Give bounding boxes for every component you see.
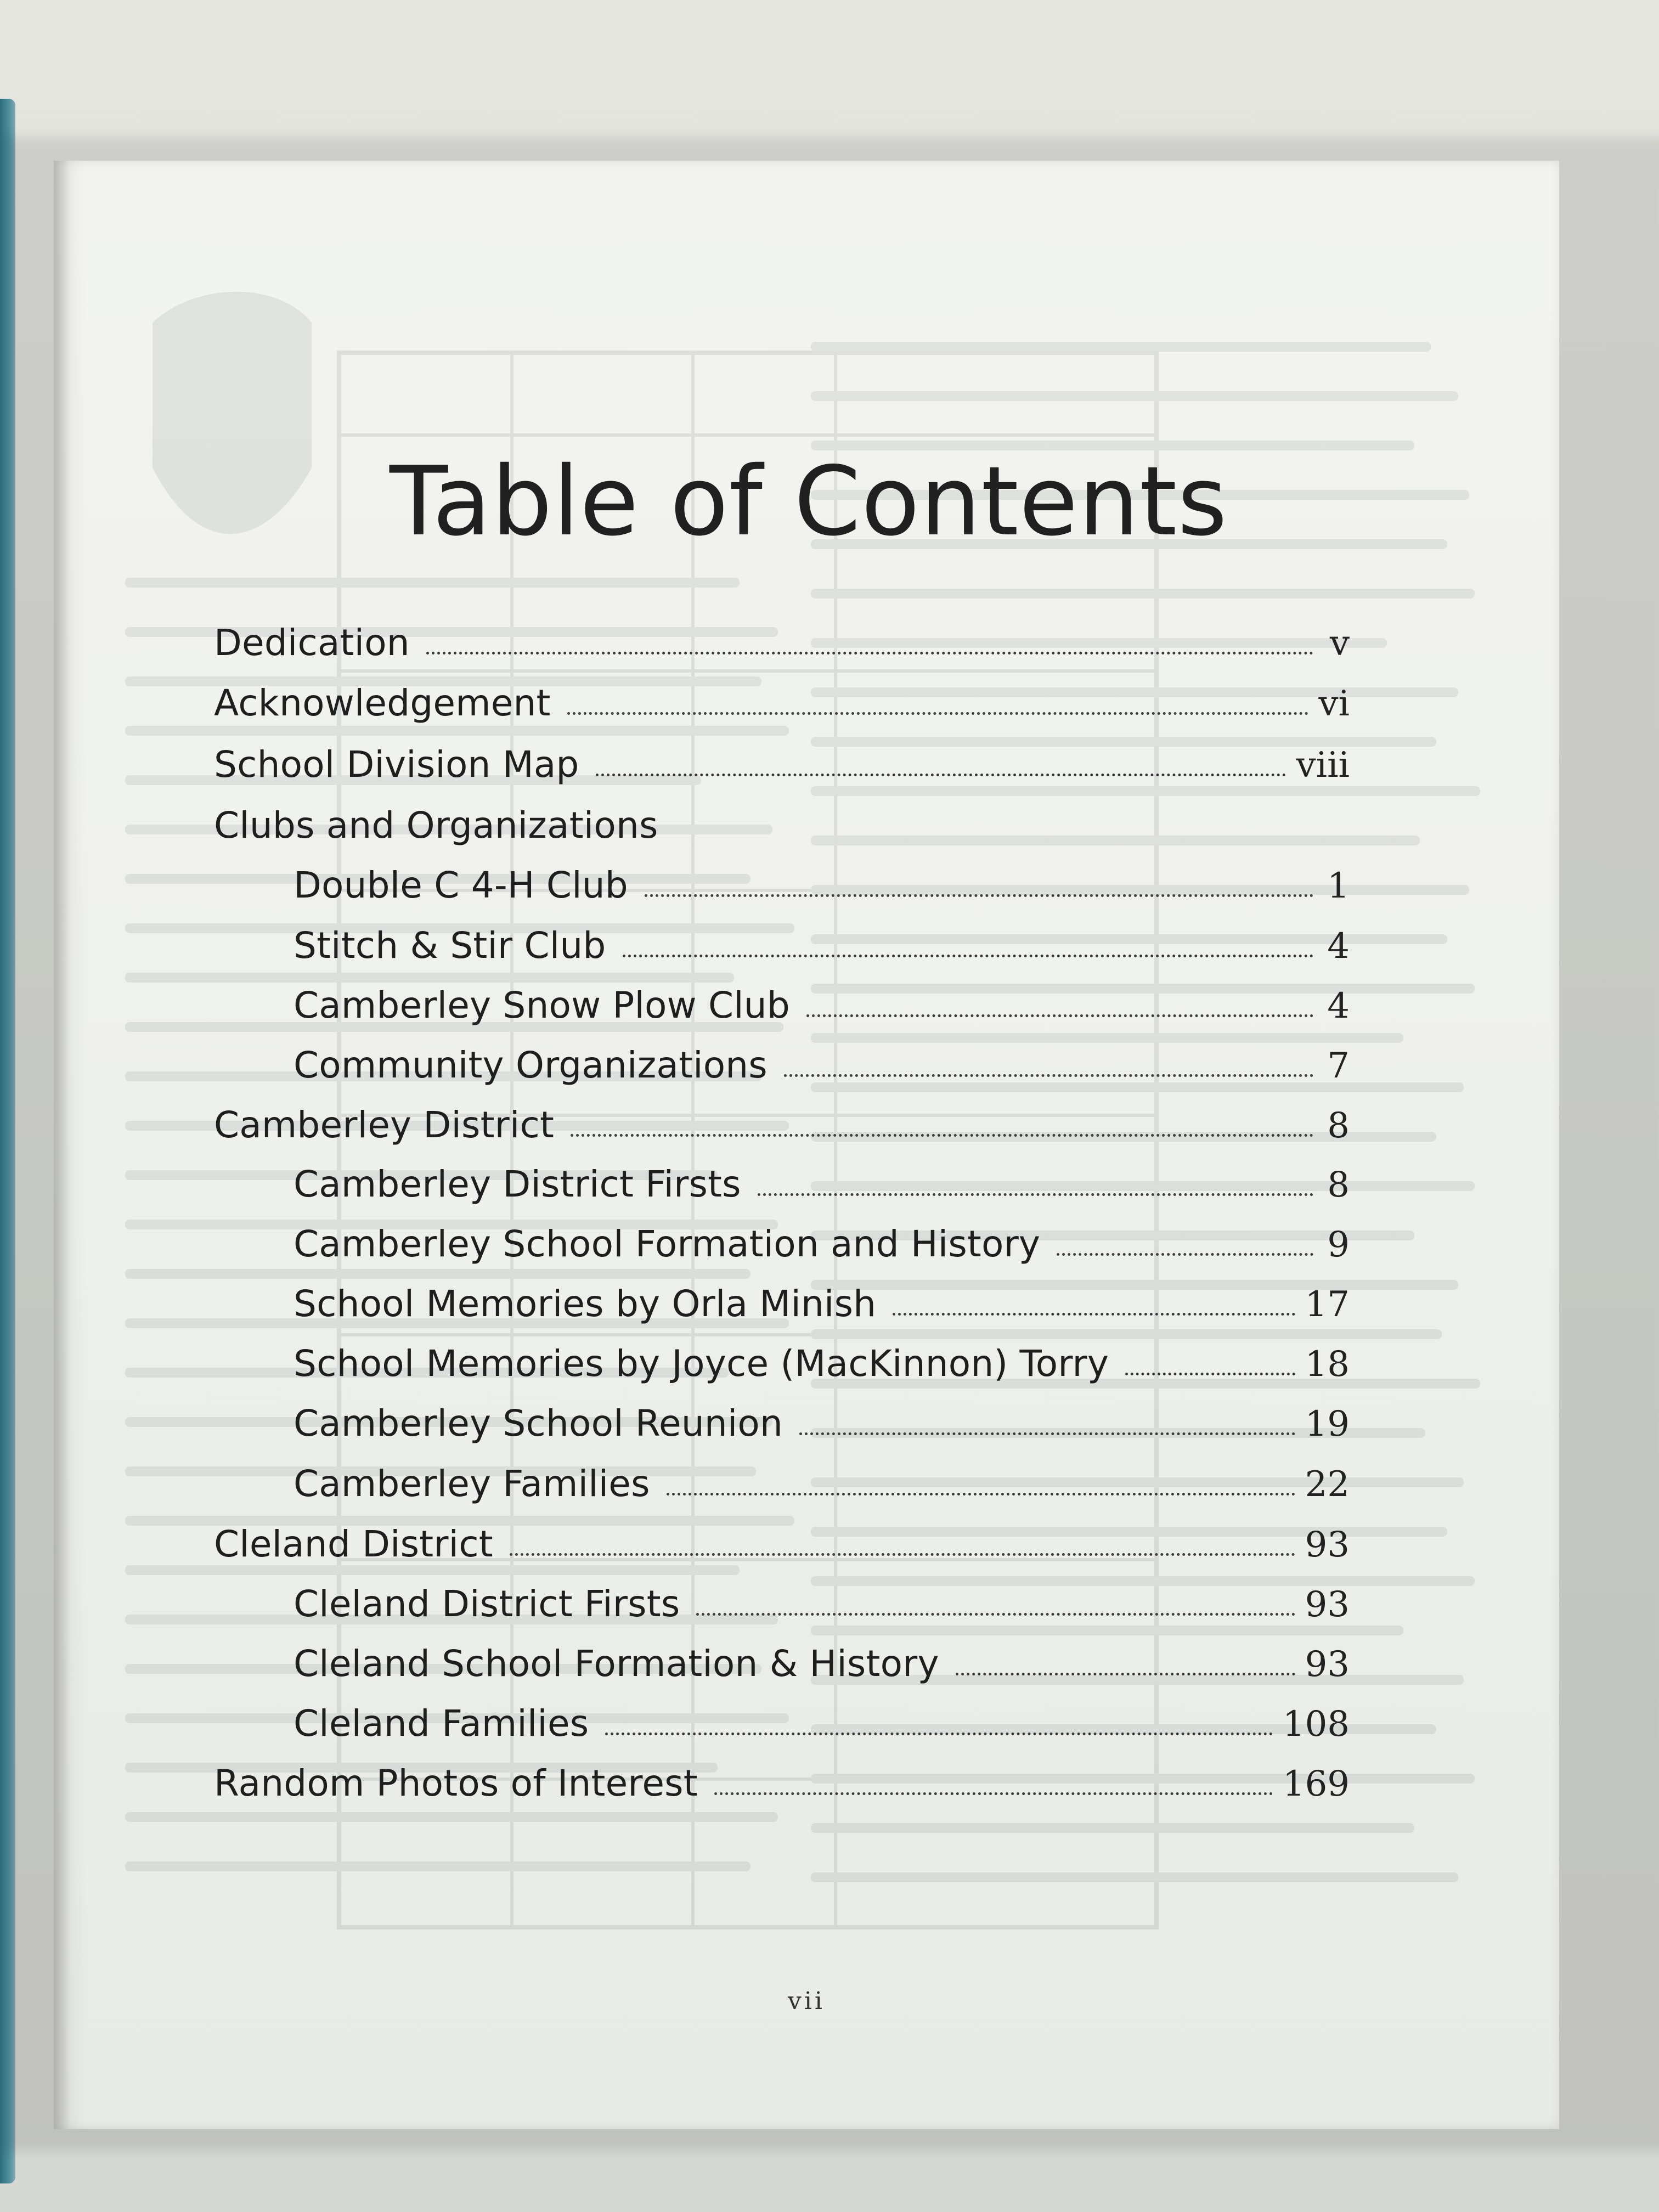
dot-leader <box>758 1193 1313 1196</box>
dot-leader <box>596 774 1286 776</box>
toc-entry-label: Cleland Families <box>294 1702 589 1745</box>
toc-page-number: v <box>1329 623 1350 664</box>
dot-leader <box>1057 1253 1313 1256</box>
toc-entry-label: School Memories by Orla Minish <box>294 1283 877 1325</box>
toc-page-number: 17 <box>1305 1284 1350 1325</box>
dot-leader <box>645 894 1313 897</box>
toc-entry-label: Dedication <box>214 622 410 664</box>
toc-entry-dedication <box>214 611 1350 664</box>
book-page <box>54 161 1559 2129</box>
toc-entry-label: Clubs and Organizations <box>214 804 658 847</box>
toc-page-number: 93 <box>1305 1525 1350 1565</box>
toc-entry-cleland-district <box>214 1512 1350 1565</box>
toc-entry-community-organizations <box>294 1033 1350 1084</box>
page-number-footer: vii <box>787 1987 825 2015</box>
toc-page-number: 93 <box>1305 1644 1350 1685</box>
toc-page-number: 18 <box>1305 1344 1350 1385</box>
toc-entry-acknowledgement <box>214 671 1350 724</box>
dot-leader <box>571 1134 1313 1137</box>
toc-entry-camberley-families <box>294 1452 1350 1505</box>
toc-entry-camberley-school-reunion <box>294 1391 1350 1442</box>
toc-entry-cleland-families <box>294 1691 1350 1745</box>
dot-leader <box>623 955 1314 957</box>
toc-page-number: 19 <box>1305 1404 1350 1444</box>
toc-entry-label: Acknowledgement <box>214 682 551 724</box>
dot-leader <box>956 1673 1295 1675</box>
dot-leader <box>806 1014 1313 1017</box>
toc-entry-double-c-4h-club <box>294 853 1350 904</box>
dot-leader <box>426 652 1313 654</box>
toc-page-number: vi <box>1318 684 1350 724</box>
toc-page-number: 8 <box>1327 1165 1350 1205</box>
dot-leader <box>605 1733 1272 1735</box>
page-title: Table of Contents <box>390 446 1228 557</box>
toc-entry-camberley-snow-plow-club <box>294 973 1350 1024</box>
toc-page-number: 22 <box>1305 1464 1350 1505</box>
toc-entry-label: Camberley District <box>214 1104 555 1146</box>
toc-page-number: 7 <box>1327 1046 1350 1086</box>
toc-entry-school-memories-joyce-torry <box>294 1331 1350 1385</box>
toc-page-number: 8 <box>1327 1105 1350 1146</box>
table-of-contents <box>54 161 1559 2129</box>
dot-leader <box>667 1493 1295 1496</box>
toc-page-number: viii <box>1296 745 1350 786</box>
toc-entry-random-photos <box>214 1751 1350 1802</box>
toc-page-number: 1 <box>1327 866 1350 906</box>
toc-entry-camberley-district <box>214 1093 1350 1146</box>
toc-entry-label: School Division Map <box>214 743 579 786</box>
toc-page-number: 4 <box>1327 986 1350 1026</box>
toc-entry-label: Camberley Families <box>294 1463 650 1505</box>
toc-entry-label: School Memories by Joyce (MacKinnon) Torry <box>294 1342 1109 1385</box>
toc-entry-label: Camberley School Formation and History <box>294 1223 1041 1265</box>
toc-entry-school-memories-orla-minish <box>294 1272 1350 1325</box>
toc-page-number: 108 <box>1282 1704 1350 1745</box>
toc-entry-school-division-map <box>214 732 1350 786</box>
toc-entry-label: Random Photos of Interest <box>214 1762 698 1804</box>
toc-entry-cleland-school-formation-history <box>294 1632 1350 1685</box>
dot-leader <box>893 1313 1295 1316</box>
dot-leader <box>1125 1373 1295 1375</box>
toc-entry-stitch-stir-club <box>294 913 1350 967</box>
toc-entry-cleland-district-firsts <box>294 1572 1350 1625</box>
toc-entry-label: Camberley School Reunion <box>294 1402 783 1444</box>
toc-page-number: 4 <box>1327 926 1350 967</box>
toc-section-clubs-organizations <box>214 793 1350 847</box>
dot-leader <box>567 712 1309 715</box>
dot-leader <box>510 1553 1295 1556</box>
toc-entry-label: Cleland District <box>214 1523 493 1565</box>
toc-entry-camberley-district-firsts <box>294 1152 1350 1203</box>
dot-leader <box>799 1432 1295 1435</box>
toc-entry-label: Camberley District Firsts <box>294 1163 741 1205</box>
toc-page-number: 169 <box>1282 1764 1350 1804</box>
toc-page-number: 9 <box>1327 1224 1350 1265</box>
toc-entry-label: Community Organizations <box>294 1044 768 1086</box>
toc-entry-label: Stitch & Stir Club <box>294 924 606 967</box>
toc-entry-label: Cleland District Firsts <box>294 1583 680 1625</box>
dot-leader <box>714 1792 1273 1795</box>
toc-entry-label: Cleland School Formation & History <box>294 1643 939 1685</box>
dot-leader <box>696 1613 1295 1616</box>
toc-entry-label: Camberley Snow Plow Club <box>294 984 790 1026</box>
toc-entry-label: Double C 4-H Club <box>294 864 628 906</box>
dot-leader <box>784 1074 1313 1077</box>
toc-page-number: 93 <box>1305 1584 1350 1625</box>
toc-entry-camberley-school-formation-history <box>294 1212 1350 1265</box>
